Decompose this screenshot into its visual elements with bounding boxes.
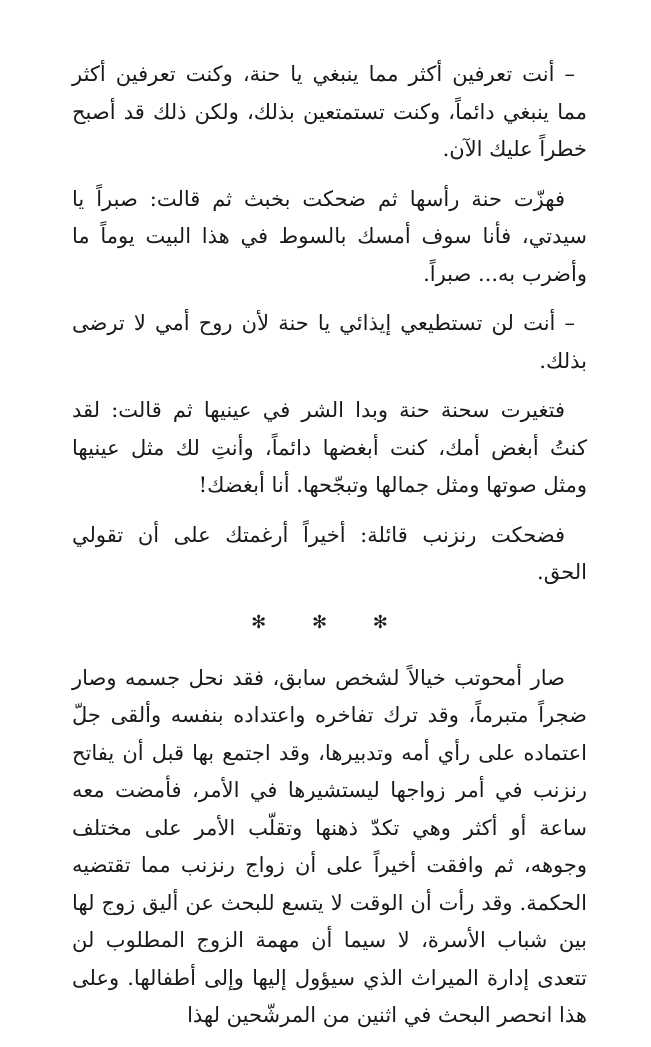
narration-paragraph: صار أمحوتب خيالاً لشخص سابق، فقد نحل جسمه وصار ضجراً متبرماً، وقد ترك تفاخره واعتداده بنفسه وألقى جلّ اعتماده على رأي أمه وتدبيرها، وقد اجتمع بها قبل أن يفاتح رنزنب في أمر زواجها ليستشيرها في الأمر، فأمضت معه ساعة أو أكثر وهي تكدّ ذهنها وتقلّب الأمر على مختلف وجوهه، ثم وافقت أخيراً على أن زواج رنزنب مما تقتضيه الحكمة. وقد رأت أن الوقت لا يتسع للبحث عن أليق زوج لها بين شباب الأسرة، لا سيما أن مهمة الزوج المطلوب لن تتعدى إدارة الميراث الذي سيؤول إليها وإلى أطفالها. وعلى هذا انحصر البحث في اثنين من المرشّحين لهذا <box>72 665 587 1027</box>
narration-paragraph: فتغيرت سحنة حنة وبدا الشر في عينيها ثم قالت: لقد كنتُ أبغض أمك، كنت أبغضها دائماً، وأنتِ لك مثل عينيها ومثل صوتها ومثل جمالها وتبجّحها. أنا أبغضك! <box>72 398 587 497</box>
asterism-mark: ✻ <box>251 611 287 633</box>
dialogue-paragraph: – أنت لن تستطيعي إيذائي يا حنة لأن روح أمي لا ترضى بذلك. <box>72 311 587 373</box>
dialogue-paragraph: – أنت تعرفين أكثر مما ينبغي يا حنة، وكنت تعرفين أكثر مما ينبغي دائماً، وكنت تستمتعين بذلك، ولكن ذلك قد أصبح خطراً عليك الآن. <box>72 62 587 161</box>
asterism-mark: ✻ <box>372 611 408 633</box>
narration-paragraph: فضحكت رنزنب قائلة: أخيراً أرغمتك على أن تقولي الحق. <box>72 522 587 584</box>
asterism-mark: ✻ <box>311 611 348 633</box>
section-separator <box>72 604 587 642</box>
book-page <box>72 56 587 1047</box>
narration-paragraph: فهزّت حنة رأسها ثم ضحكت بخبث ثم قالت: صبراً يا سيدتي، فأنا سوف أمسك بالسوط في هذا البيت يوماً ما وأضرب به... صبراً. <box>72 186 587 286</box>
